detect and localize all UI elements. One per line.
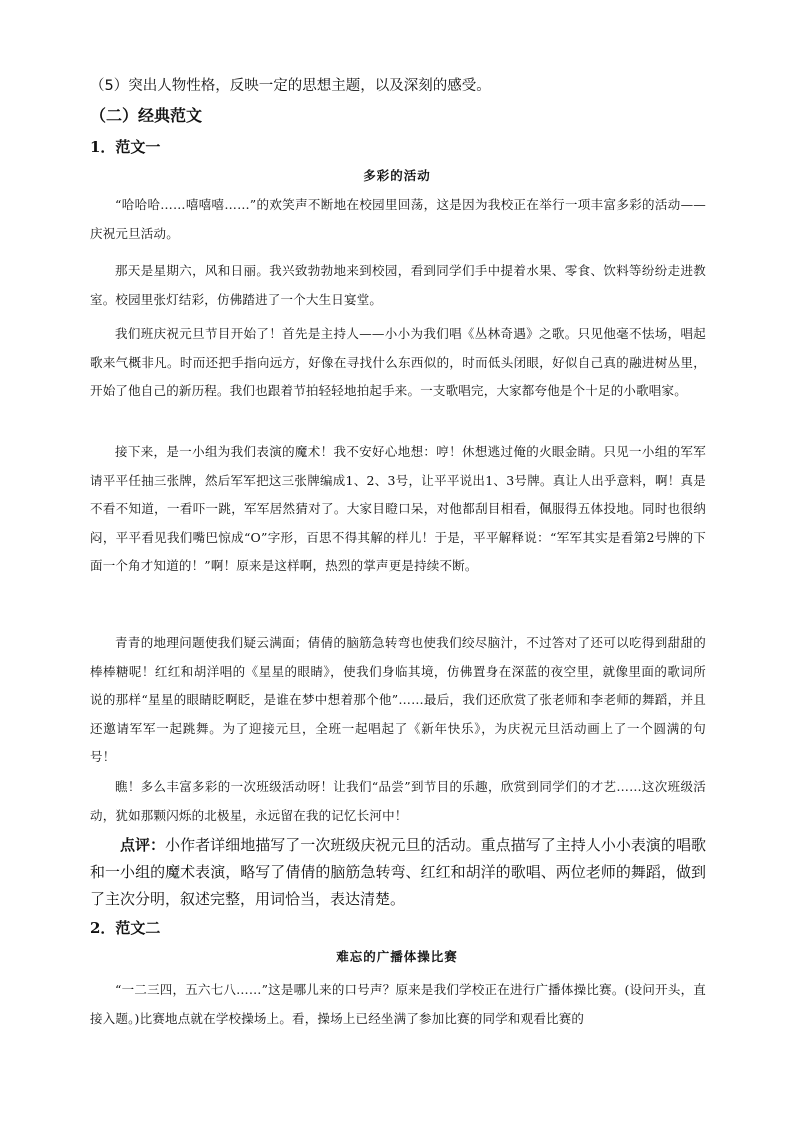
comment-text: 小作者详细地描写了一次班级庆祝元旦的活动。重点描写了主持人小小表演的唱歌和一小组的魔术表演，略写了倩倩的脑筋急转弯、红红和胡洋的歌唱、两位老师的舞蹈，做到了主次分明，叙述完整，用词恰当，表达清楚。 [90,837,706,908]
section-heading: （二）经典范文 [90,106,203,125]
example-1-paragraph: 青青的地理问题使我们疑云满面；倩倩的脑筋急转弯也使我们绞尽脑汁，不过答对了还可以吃得到甜甜的棒棒糖呢！红红和胡洋唱的《星星的眼睛》，使我们身临其境，仿佛置身在深蓝的夜空里，就像里面的歌词所说的那样“星星的眼睛眨啊眨，是谁在梦中想着那个他”……最后，我们还欣赏了张老师和李老师的舞蹈，并且还邀请军军一起跳舞。为了迎接元旦，全班一起唱起了《新年快乐》，为庆祝元旦活动画上了一个圆满的句号！ [90,635,706,764]
example-1-title: 多彩的活动 [363,168,431,183]
example-1-paragraph: “哈哈哈……嘻嘻嘻……”的欢笑声不断地在校园里回荡，这是因为我校正在举行一项丰富多彩的活动——庆祝元旦活动。 [90,197,706,241]
example-1-label: 1．范文一 [90,138,161,156]
example-2-paragraph: “一二三四，五六七八……”这是哪儿来的口号声？原来是我们学校正在进行广播体操比赛。(设问开头，直接入题。)比赛地点就在学校操场上。看，操场上已经坐满了参加比赛的同学和观看比赛的 [90,982,706,1026]
example-2-label: 2．范文二 [90,919,161,937]
point-5-text: （5）突出人物性格，反映一定的思想主题，以及深刻的感受。 [90,78,491,94]
example-1-paragraph: 接下来，是一小组为我们表演的魔术！我不安好心地想：哼！休想逃过俺的火眼金睛。只见一小组的军军请平平任抽三张牌，然后军军把这三张牌编成1、2、3号，让平平说出1、3号牌。真让人出乎意料，啊！真是不看不知道，一看吓一跳，军军居然猜对了。大家目瞪口呆，对他都刮目相看，佩服得五体投地。同时也很纳闷，平平看见我们嘴巴惊成“O”字形，百思不得其解的样儿！于是，平平解释说：“军军其实是看第2号牌的下面一个角才知道的！”啊！原来是这样啊，热烈的掌声更是持续不断。 [90,444,706,573]
example-1-paragraph: 那天是星期六，风和日丽。我兴致勃勃地来到校园，看到同学们手中提着水果、零食、饮料等纷纷走进教室。校园里张灯结彩，仿佛踏进了一个大生日宴堂。 [90,263,706,307]
example-1-comment [90,832,706,913]
example-2-title: 难忘的广播体操比赛 [336,949,458,964]
example-1-paragraph: 瞧！多么丰富多彩的一次班级活动呀！让我们“品尝”到节目的乐趣，欣赏到同学们的才艺……这次班级活动，犹如那颗闪烁的北极星，永远留在我的记忆长河中！ [90,779,706,823]
example-1-paragraph: 我们班庆祝元旦节目开始了！首先是主持人——小小为我们唱《丛林奇遇》之歌。只见他毫不怯场，唱起歌来气概非凡。时而还把手指向远方，好像在寻找什么东西似的，时而低头闭眼，好似自己真的融进树丛里，开始了他自己的新历程。我们也跟着节拍轻轻地拍起手来。一支歌唱完，大家都夸他是个十足的小歌唱家。 [90,326,706,398]
comment-label: 点评： [120,837,166,854]
